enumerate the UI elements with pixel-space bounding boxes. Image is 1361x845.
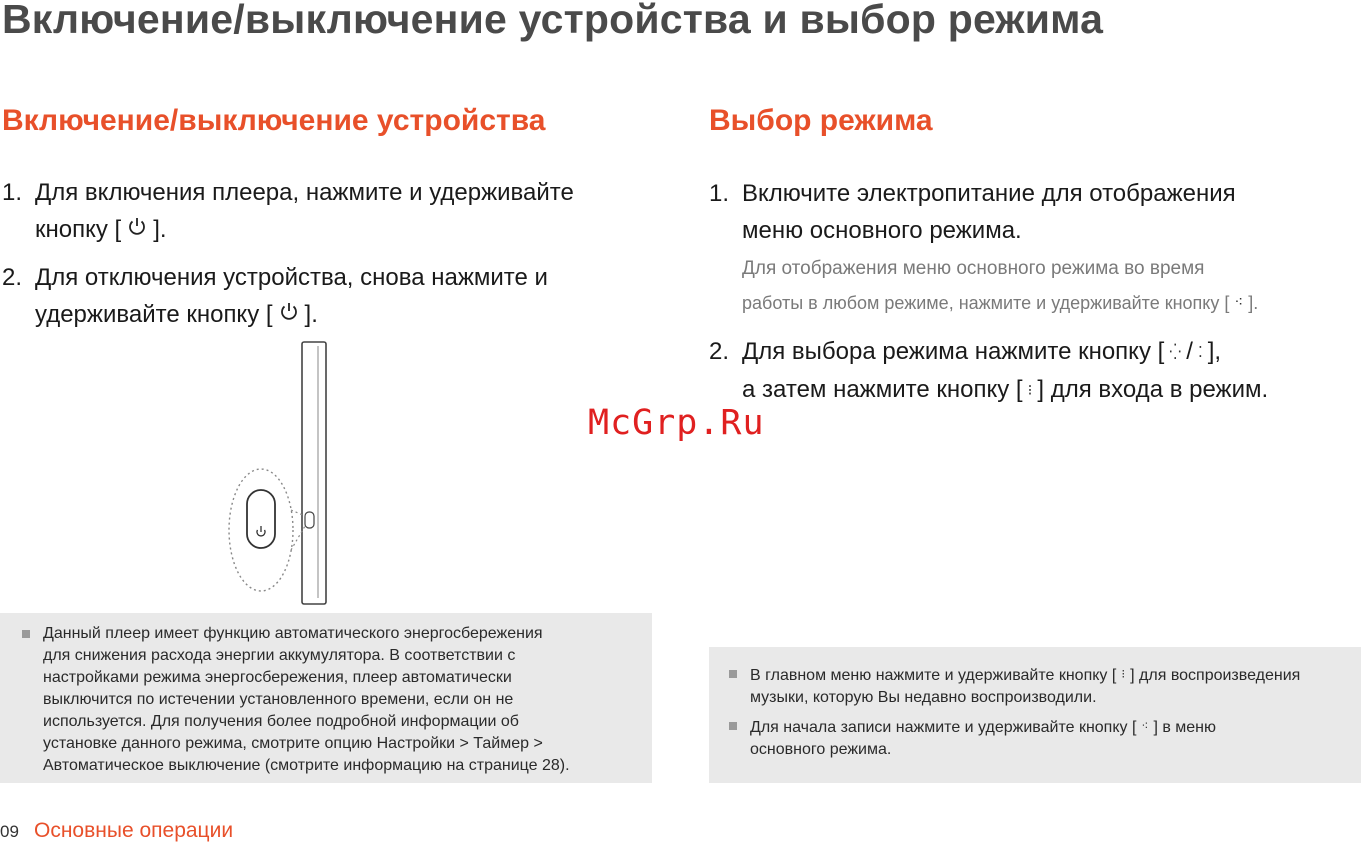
up-icon: ⁛ (1169, 344, 1182, 361)
step-text: удерживайте кнопку [ (35, 301, 273, 328)
note-line: настройками режима энергосбережения, плеер автоматически (43, 669, 512, 686)
footer-section-label: Основные операции (34, 819, 234, 842)
power-icon (121, 212, 153, 249)
step-text: / (1186, 338, 1193, 365)
section-heading-power: Включение/выключение устройства (2, 104, 546, 137)
left-step-1 (2, 174, 574, 249)
step-text: ]. (153, 216, 167, 243)
left-step-2 (2, 259, 548, 334)
back-icon: ⁖ (1141, 719, 1149, 733)
step-text: Для отключения устройства, снова нажмите и (35, 264, 548, 291)
list-item (729, 663, 1300, 709)
step-number: 2. (2, 264, 23, 291)
note-box-shortcuts (709, 647, 1361, 783)
note-line: ] для воспроизведения (1130, 667, 1301, 684)
page-number: 09 (0, 822, 19, 841)
note-line: Для начала записи нажмите и удерживайте кнопку [ (750, 719, 1137, 736)
forward-icon: ⁝ (1121, 667, 1126, 681)
step-number: 1. (2, 179, 23, 206)
note-line: В главном меню нажмите и удерживайте кнопку [ (750, 667, 1117, 684)
bullet-square-icon (729, 670, 737, 678)
step-number: 1. (709, 180, 730, 207)
bullet-square-icon (22, 630, 30, 638)
step-text: кнопку [ (35, 216, 122, 243)
note-box-autooff (0, 613, 652, 783)
step-number: 2. (709, 338, 730, 365)
step-text: Для включения плеера, нажмите и удерживайте (35, 179, 574, 206)
list-item (22, 623, 570, 777)
forward-icon: ⁝ (1027, 382, 1033, 399)
note-line: установке данного режима, смотрите опцию Настройки > Таймер > (43, 735, 543, 752)
right-step-1 (709, 175, 1236, 249)
page-title: Включение/выключение устройства и выбор режима (2, 0, 1104, 42)
right-step-2 (709, 333, 1268, 409)
right-step-1-subnote (709, 252, 1258, 320)
note-line: основного режима. (750, 741, 892, 758)
list-item (729, 715, 1216, 761)
step-text: Для выбора режима нажмите кнопку [ (742, 338, 1165, 365)
subnote-line: работы в любом режиме, нажмите и удерживайте кнопку [ (742, 293, 1230, 313)
watermark: McGrp.Ru (588, 403, 765, 443)
down-icon: ⁚ (1197, 344, 1203, 361)
note-line: для снижения расхода энергии аккумулятора. В соответствии с (43, 647, 516, 664)
note-line: Данный плеер имеет функцию автоматического энергосбережения (43, 625, 543, 642)
note-line: выключится по истечении установленного времени, если он не (43, 691, 514, 708)
step-text: ]. (304, 301, 318, 328)
note-line: используется. Для получения более подробной информации об (43, 713, 519, 730)
section-heading-mode: Выбор режима (709, 104, 933, 137)
note-line: Автоматическое выключение (смотрите информацию на странице 28). (43, 757, 570, 774)
step-text: Включите электропитание для отображения (742, 180, 1236, 207)
note-line: ] в меню (1153, 719, 1217, 736)
step-text: ] для входа в режим. (1037, 376, 1269, 403)
step-text: меню основного режима. (742, 217, 1022, 244)
device-illustration (225, 340, 335, 608)
bullet-square-icon (729, 722, 737, 730)
step-text: ], (1207, 338, 1222, 365)
back-icon: ⁖ (1234, 294, 1244, 311)
subnote-line: Для отображения меню основного режима во время (742, 258, 1205, 279)
step-text: а затем нажмите кнопку [ (742, 376, 1023, 403)
note-line: музыки, которую Вы недавно воспроизводили. (750, 689, 1097, 706)
subnote-line: ]. (1248, 293, 1259, 313)
power-icon (273, 297, 305, 334)
